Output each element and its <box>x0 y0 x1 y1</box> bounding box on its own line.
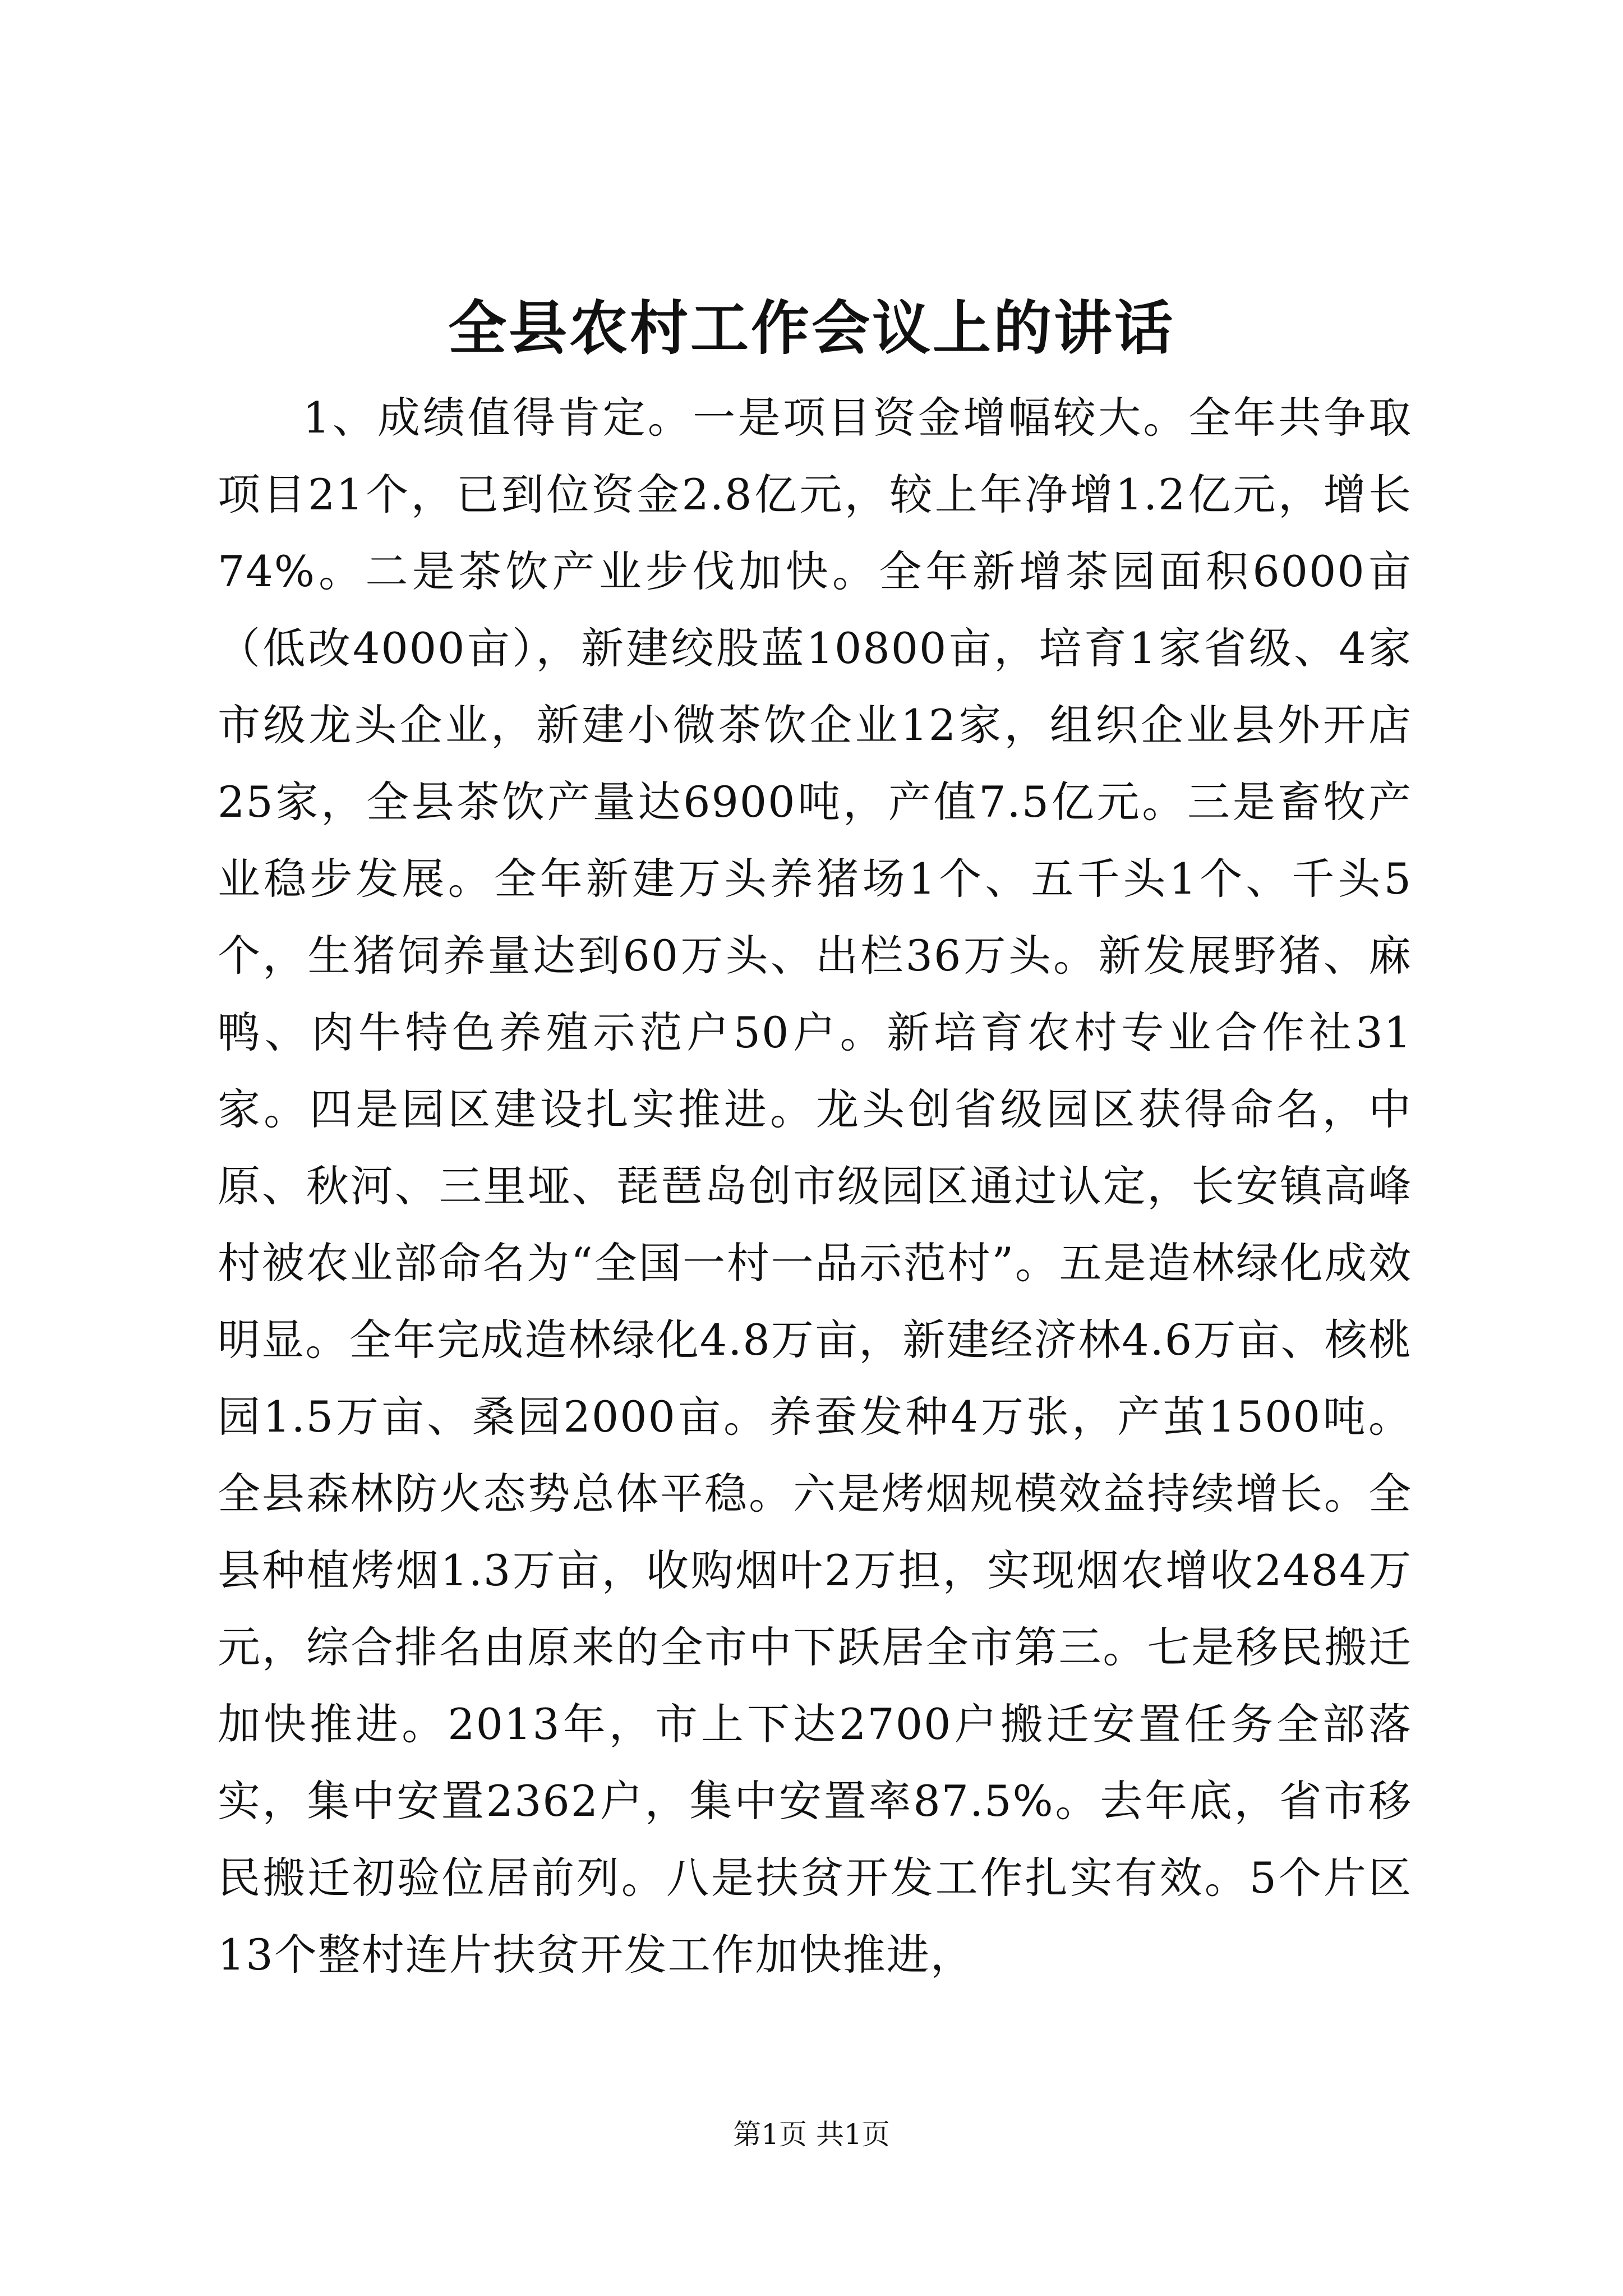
page-footer: 第1页 共1页 <box>733 2118 890 2151</box>
body-paragraph: 1、成绩值得肯定。一是项目资金增幅较大。全年共争取项目21个，已到位资金2.8亿元，较上年净增1.2亿元，增长74%。二是茶饮产业步伐加快。全年新增茶园面积6000亩（低改4000亩），新建绞股蓝10800亩，培育1家省级、4家市级龙头企业，新建小微茶饮企业12家，组织企业县外开店25家，全县茶饮产量达6900吨，产值7.5亿元。三是畜牧产业稳步发展。全年新建万头养猪场1个、五千头1个、千头5个，生猪饲养量达到60万头、出栏36万头。新发展野猪、麻鸭、肉牛特色养殖示范户50户。新培育农村专业合作社31家。四是园区建设扎实推进。龙头创省级园区获得命名，中原、秋河、三里垭、琵琶岛创市级园区通过认定，长安镇高峰村被农业部命名为“全国一村一品示范村”。五是造林绿化成效明显。全年完成造林绿化4.8万亩，新建经济林4.6万亩、核桃园1.5万亩、桑园2000亩。养蚕发种4万张，产茧1500吨。全县森林防火态势总体平稳。六是烤烟规模效益持续增长。全县种植烤烟1.3万亩，收购烟叶2万担，实现烟农增收2484万元，综合排名由原来的全市中下跃居全市第三。七是移民搬迁加快推进。2013年，市上下达2700户搬迁安置任务全部落实，集中安置2362户，集中安置率87.5%。去年底，省市移民搬迁初验位居前列。八是扶贫开发工作扎实有效。5个片区13个整村连片扶贫开发工作加快推进， <box>218 393 1412 1980</box>
document-title: 全县农村工作会议上的讲话 <box>448 293 1175 362</box>
